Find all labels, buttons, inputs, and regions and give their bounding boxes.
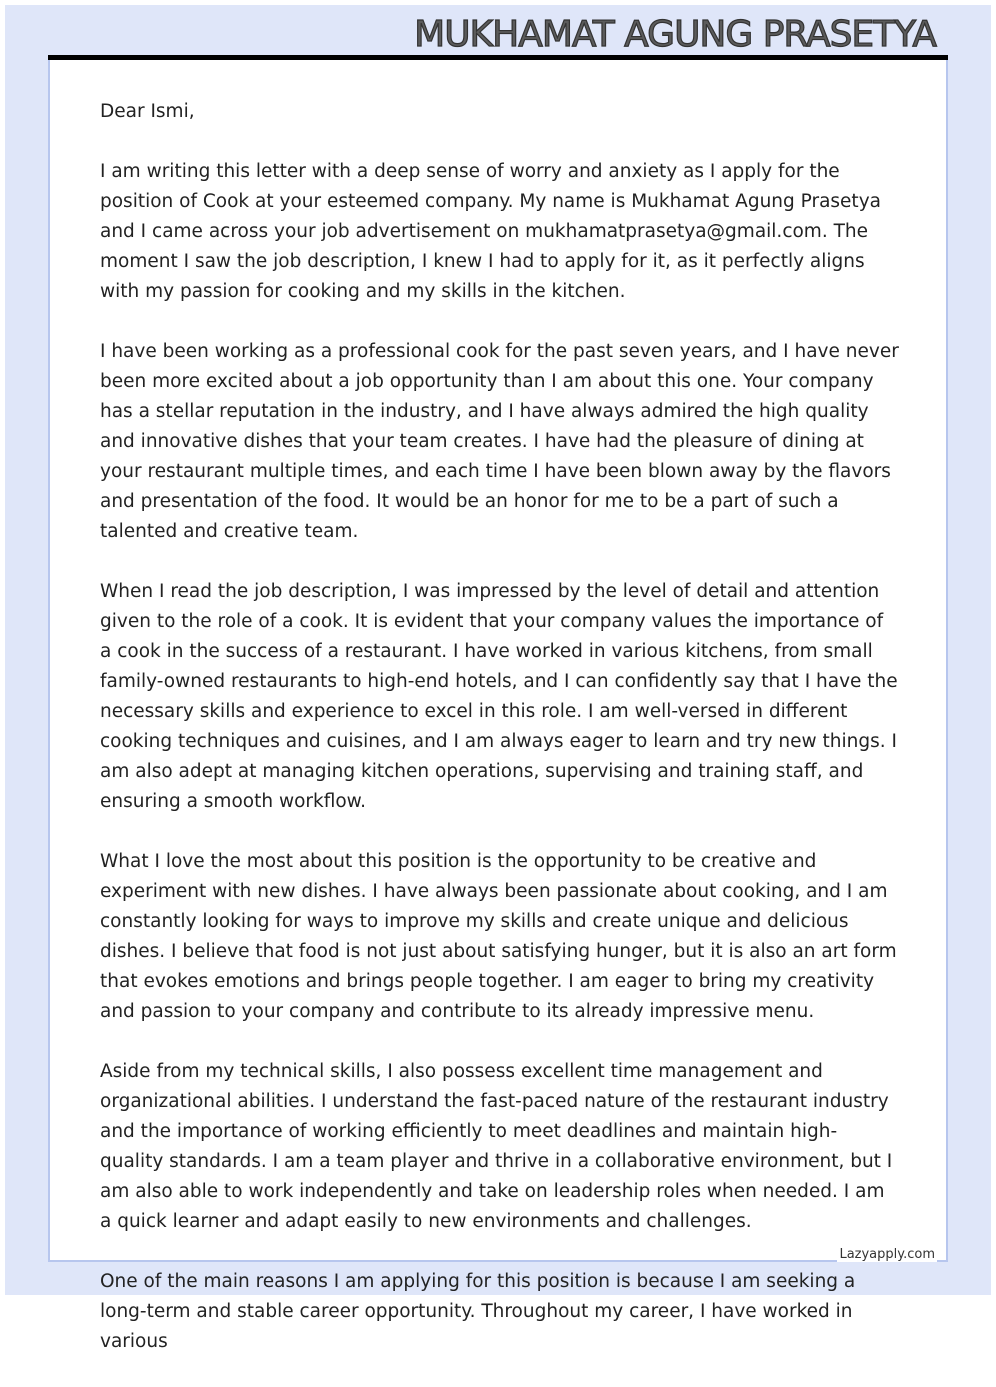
paragraph-6: One of the main reasons I am applying for this position is because I am seeking a long-term and stable career opportunity. Throughout my career, I have worked in various (100, 1271, 856, 1352)
paragraph-4: What I love the most about this position is the opportunity to be creative and experiment with new dishes. I have always been passionate about cooking, and I am constantly looking for ways to improve my skills and create unique and delicious dishes. I believe that food is not just about satisfying hunger, but it is also an art form that evokes emotions and brings people together. I am eager to bring my creativity and passion to your company and contribute to its already impressive menu. (100, 851, 897, 1022)
letter-body (100, 97, 900, 1387)
paragraph-2: I have been working as a professional cook for the past seven years, and I have never been more excited about a job opportunity than I am about this one. Your company has a stellar reputation in the industry, and I have always admired the high quality and innovative dishes that your team creates. I have had the pleasure of dining at your restaurant multiple times, and each time I have been blown away by the flavors and presentation of the food. It would be an honor for me to be a part of such a talented and creative team. (100, 341, 899, 542)
watermark-label: Lazyapply.com (839, 1247, 935, 1262)
paragraph-3: When I read the job description, I was impressed by the level of detail and attention given to the role of a cook. It is evident that your company values the importance of a cook in the success of a restaurant. I have worked in various kitchens, from small family-owned restaurants to high-end hotels, and I can confidently say that I have the necessary skills and experience to excel in this role. I am well-versed in different cooking techniques and cuisines, and I am always eager to learn and try new things. I am also adept at managing kitchen operations, supervising and training staff, and ensuring a smooth workflow. (100, 581, 898, 812)
paragraph-5: Aside from my technical skills, I also possess excellent time management and organizational abilities. I understand the fast-paced nature of the restaurant industry and the importance of working efficiently to meet deadlines and maintain high-quality standards. I am a team player and thrive in a collaborative environment, but I am also able to work independently and take on leadership roles when needed. I am a quick learner and adapt easily to new environments and challenges. (100, 1061, 893, 1232)
salutation: Dear Ismi, (100, 101, 195, 122)
paragraph-1: I am writing this letter with a deep sense of worry and anxiety as I apply for the position of Cook at your esteemed company. My name is Mukhamat Agung Prasetya and I came across your job advertisement on mukhamatprasetya@gmail.com. The moment I saw the job description, I knew I had to apply for it, as it perfectly aligns with my passion for cooking and my skills in the kitchen. (100, 161, 881, 302)
page-background (5, 5, 991, 1352)
applicant-name-heading: MUKHAMAT AGUNG PRASETYA (414, 14, 936, 55)
